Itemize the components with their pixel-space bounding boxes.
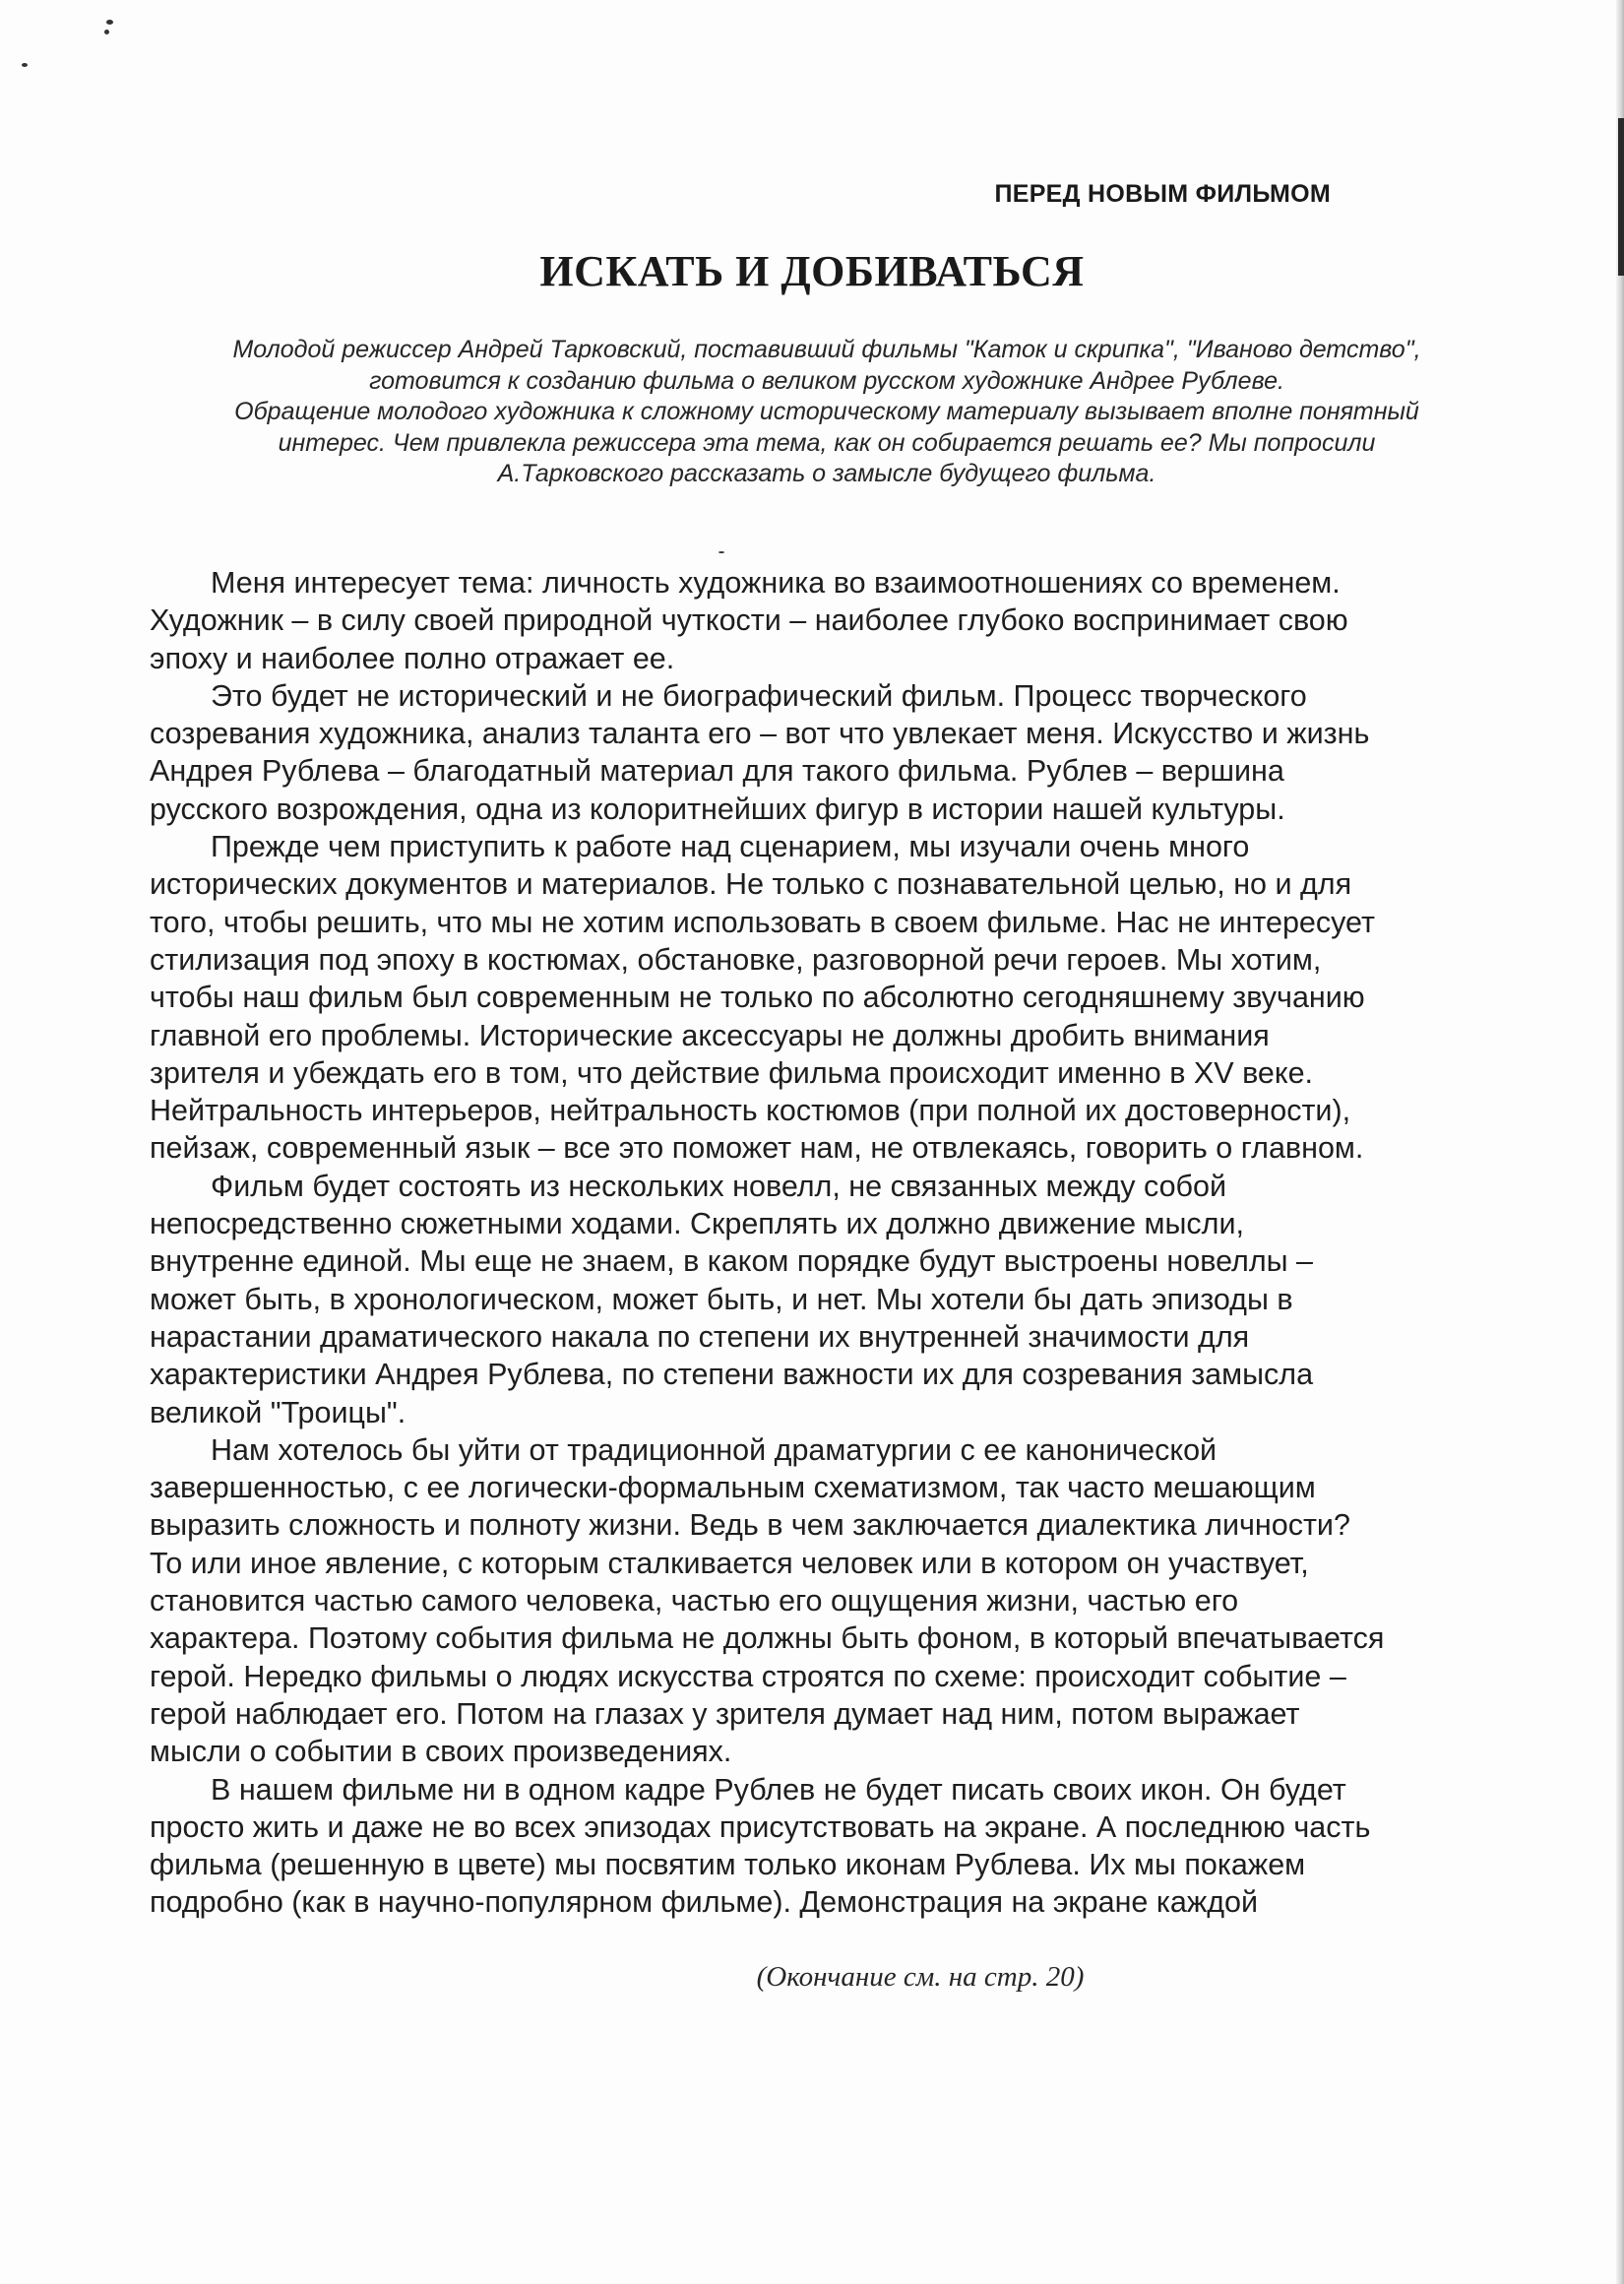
body-line: Фильм будет состоять из нескольких новелл, не связанных между собой (211, 1169, 1227, 1203)
article-body (150, 564, 1518, 1922)
body-line: стилизация под эпоху в костюмах, обстановке, разговорной речи героев. Мы хотим, (150, 942, 1322, 977)
body-line: Художник – в силу своей природной чуткости – наиболее глубоко воспринимает свою (150, 603, 1348, 638)
body-line: Прежде чем приступить к работе над сценарием, мы изучали очень много (211, 830, 1250, 864)
body-line: мысли о событии в своих произведениях. (150, 1735, 732, 1769)
lead-line: интерес. Чем привлекла режиссера эта тема, как он собирается решать ее? Мы попросили (278, 428, 1376, 457)
body-line: выразить сложность и полноту жизни. Ведь в чем заключается диалектика личности? (150, 1508, 1350, 1543)
lead-line: А.Тарковского рассказать о замысле будущего фильма. (497, 460, 1156, 487)
scan-page-edge (1616, 0, 1624, 2284)
body-line: Нам хотелось бы уйти от традиционной драматургии с ее канонической (211, 1432, 1218, 1467)
body-line: пейзаж, современный язык – все это поможет нам, не отвлекаясь, говорить о главном. (150, 1131, 1364, 1166)
scan-speck (718, 551, 724, 553)
body-line: нарастании драматического накала по степени их внутренней значимости для (150, 1319, 1250, 1354)
body-line: В нашем фильме ни в одном кадре Рублев не будет писать своих икон. Он будет (211, 1772, 1346, 1807)
lead-line: Молодой режиссер Андрей Тарковский, поставивший фильмы "Каток и скрипка", "Иваново детство", (232, 336, 1421, 363)
body-line: внутренне единой. Мы еще не знаем, в каком порядке будут выстроены новеллы – (150, 1244, 1313, 1279)
body-line: подробно (как в научно-популярном фильме). Демонстрация на экране каждой (150, 1885, 1259, 1920)
body-line: Нейтральность интерьеров, нейтральность костюмов (при полной их достоверности), (150, 1094, 1351, 1128)
body-line: Это будет не исторический и не биографический фильм. Процесс творческого (211, 678, 1307, 713)
body-line: эпоху и наиболее полно отражает ее. (150, 641, 675, 675)
body-line: великой "Троицы". (150, 1395, 406, 1429)
body-line: исторических документов и материалов. Не только с познавательной целью, но и для (150, 867, 1352, 902)
body-line: русского возрождения, одна из колоритнейших фигур в истории нашей культуры. (150, 792, 1285, 826)
body-line: непосредственно сюжетными ходами. Скреплять их должно движение мысли, (150, 1207, 1244, 1241)
body-line: завершенностью, с ее логически-формальным схематизмом, так часто мешающим (150, 1471, 1316, 1505)
article-title: ИСКАТЬ И ДОБИВАТЬСЯ (539, 247, 1085, 295)
scan-speck (22, 63, 28, 67)
article-lead (148, 335, 1506, 490)
body-line: герой. Нередко фильмы о людях искусства строятся по схеме: происходит событие – (150, 1659, 1346, 1693)
body-line: характеристики Андрея Рублева, по степени важности их для созревания замысла (150, 1358, 1314, 1392)
scan-speck (104, 30, 109, 34)
lead-line: готовится к созданию фильма о великом русском художнике Андрее Рублеве. (369, 366, 1284, 395)
body-line: фильма (решенную в цвете) мы посвятим только иконам Рублева. Их мы покажем (150, 1848, 1306, 1882)
scan-speck (106, 20, 113, 25)
section-rubric: ПЕРЕД НОВЫМ ФИЛЬМОМ (994, 180, 1331, 208)
body-line: Андрея Рублева – благодатный материал для такого фильма. Рублев – вершина (150, 754, 1284, 789)
lead-line: Обращение молодого художника к сложному историческому материалу вызывает вполне понятный (234, 398, 1419, 425)
body-line: того, чтобы решить, что мы не хотим использовать в своем фильме. Нас не интересует (150, 905, 1375, 939)
body-line: То или иное явление, с которым сталкивается человек или в котором он участвует, (150, 1546, 1309, 1580)
body-line: становится частью самого человека, частью его ощущения жизни, частью его (150, 1584, 1239, 1618)
body-line: главной его проблемы. Исторические аксессуары не должны дробить внимания (150, 1018, 1270, 1052)
body-line: Меня интересует тема: личность художника во взаимоотношениях со временем. (211, 566, 1341, 600)
continuation-note: (Окончание см. на стр. 20) (756, 1961, 1085, 1993)
body-line: зрителя и убеждать его в том, что действие фильма происходит именно в XV веке. (150, 1055, 1314, 1090)
body-line: созревания художника, анализ таланта его – вот что увлекает меня. Искусство и жизнь (150, 717, 1370, 751)
body-line: чтобы наш фильм был современным не только по абсолютно сегодняшнему звучанию (150, 981, 1365, 1015)
body-line: просто жить и даже не во всех эпизодах присутствовать на экране. А последнюю часть (150, 1809, 1371, 1844)
body-line: характера. Поэтому события фильма не должны быть фоном, в который впечатывается (150, 1621, 1385, 1656)
body-line: может быть, в хронологическом, может быть, и нет. Мы хотели бы дать эпизоды в (150, 1282, 1293, 1316)
body-line: герой наблюдает его. Потом на глазах у зрителя думает над ним, потом выражает (150, 1696, 1300, 1731)
